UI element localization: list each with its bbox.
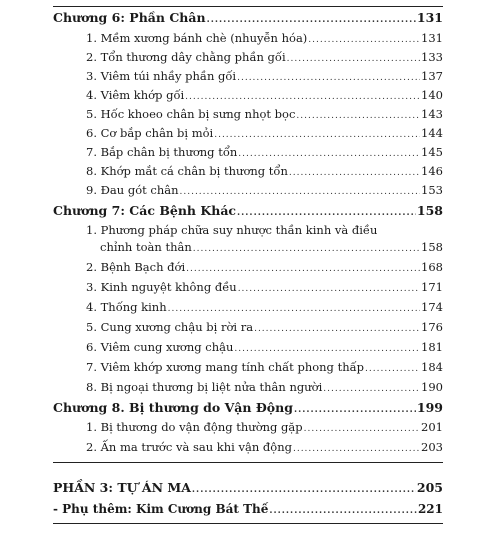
dot-leader (207, 16, 416, 25)
chapter-6-item-6: 6. Cơ bắp chân bị mỏi ..... 144 (86, 128, 443, 140)
chapter-6-page: 131 (416, 10, 443, 25)
part-3-title: PHẦN 3: TỰ ÁN MA (53, 480, 191, 495)
chapter-7-item-1: chỉnh toàn thân ..... 158 (100, 242, 443, 254)
chapter-7-item-5: 5. Cung xương chậu bị rời ra ..... 176 (86, 322, 443, 334)
dot-leader (237, 209, 416, 218)
chapter-7-item-6: 6. Viêm cung xương chậu ..... 181 (86, 342, 443, 354)
chapter-7-item-2: 2. Bệnh Bạch đới ..... 168 (86, 262, 443, 274)
chapter-7-item-7: 7. Viêm khớp xương mang tính chất phong thấp ..... 184 (86, 362, 443, 374)
chapter-6-item-1: 1. Mềm xương bánh chè (nhuyễn hóa) ..... 131 (86, 33, 443, 45)
chapter-8-title: Chương 8. Bị thương do Vận Động (53, 400, 293, 415)
chapter-6-item-7: 7. Bắp chân bị thương tổn ..... 145 (86, 147, 443, 159)
chapter-7-title: Chương 7: Các Bệnh Khác (53, 203, 237, 218)
chapter-8-item-2: 2. Ấn ma trước và sau khi vận động ..... 203 (86, 442, 443, 454)
chapter-8-item-1: 1. Bị thương do vận động thường gặp ..... 201 (86, 422, 443, 434)
chapter-6-item-9: 9. Đau gót chân ..... 153 (86, 185, 443, 197)
chapter-7-item-1-line-1: 1. Phương pháp chữa suy nhược thần kinh và điều (86, 223, 378, 237)
chapter-7-item-4: 4. Thống kinh ..... 174 (86, 302, 443, 314)
chapter-7-page: 158 (416, 203, 443, 218)
appendix-page: 221 (417, 502, 443, 516)
chapter-7-row (53, 205, 443, 218)
chapter-6-item-2: 2. Tổn thương dây chằng phần gối ..... 133 (86, 52, 443, 64)
top-rule (53, 6, 443, 7)
chapter-6-row (53, 12, 443, 25)
chapter-6-item-8: 8. Khớp mắt cá chân bị thương tổn ..... 146 (86, 166, 443, 178)
chapter-7-item-3: 3. Kinh nguyệt không đều ..... 171 (86, 282, 443, 294)
part-3-page: 205 (416, 480, 443, 495)
chapter-6-item-5: 5. Hốc khoeo chân bị sưng nhọt bọc ..... 143 (86, 109, 443, 121)
chapter-6-item-3: 3. Viêm túi nhầy phần gối ..... 137 (86, 71, 443, 83)
chapter-6-item-4: 4. Viêm khớp gối ..... 140 (86, 90, 443, 102)
chapter-6-title: Chương 6: Phần Chân (53, 10, 206, 25)
appendix-title: - Phụ thêm: Kim Cương Bát Thế (53, 502, 269, 516)
chapter-7-item-8: 8. Bị ngoại thương bị liệt nửa thân người ..... 190 (86, 382, 443, 394)
chapter-8-page: 199 (416, 400, 443, 415)
